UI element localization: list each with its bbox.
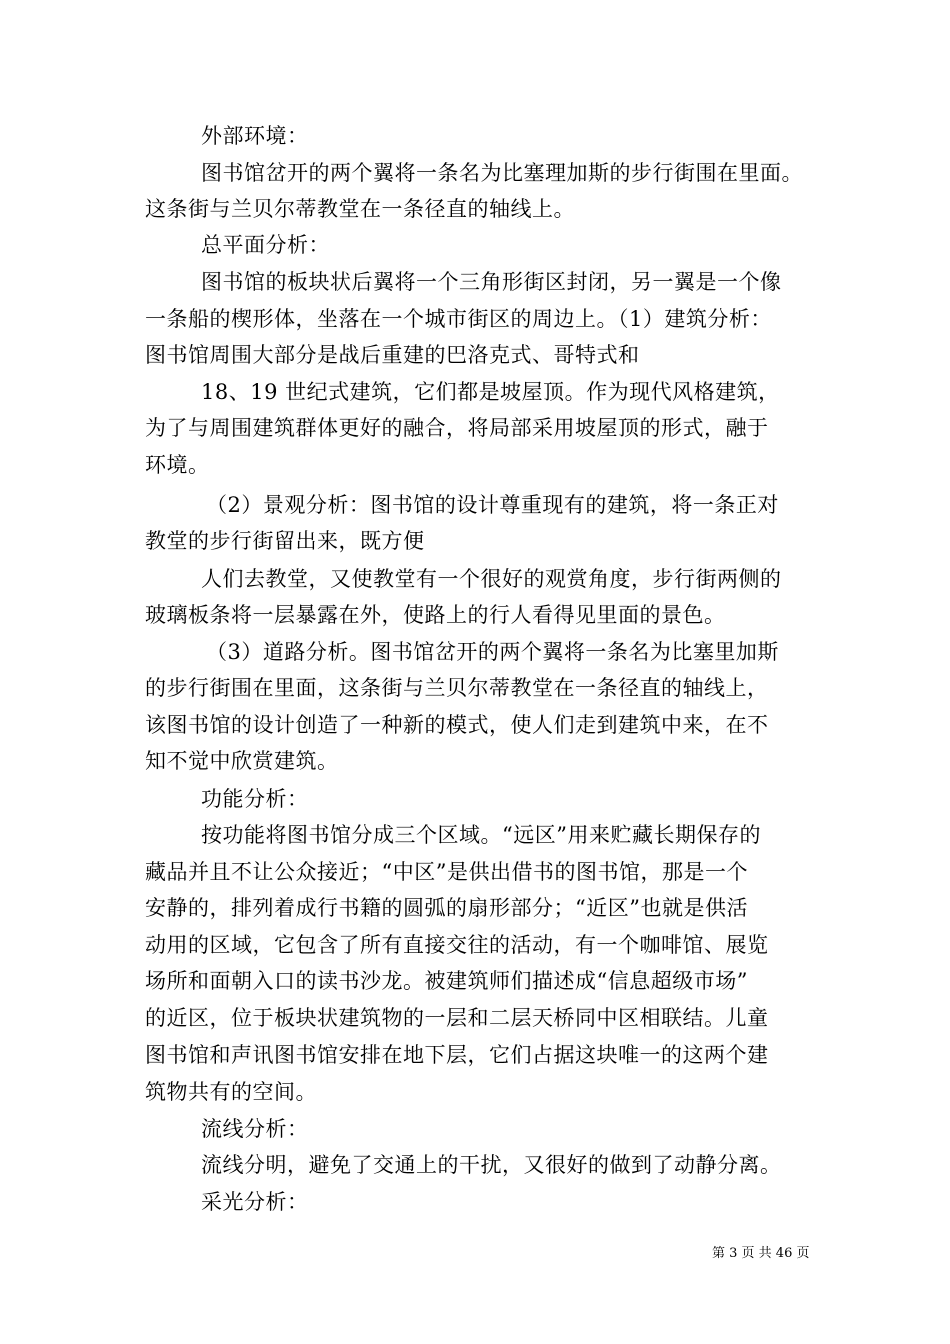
paragraph-line: 藏品并且不让公众接近；“中区”是供出借书的图书馆，那是一个 [145,860,748,884]
paragraph-line: 环境。 [145,453,210,477]
paragraph-line: 的近区，位于板块状建筑物的一层和二层天桥同中区相联结。儿童 [145,1006,769,1030]
paragraph-line: 流线分明，避免了交通上的干扰，又很好的做到了动静分离。 [201,1153,782,1177]
paragraph-line: 安静的，排列着成行书籍的圆弧的扇形部分；“近区”也就是供活 [145,896,748,920]
paragraph-line: （3）道路分析。图书馆岔开的两个翼将一条名为比塞里加斯 [206,640,779,664]
heading-site-plan-analysis: 总平面分析： [201,233,330,257]
page-number-footer: 第 3 页 共 46 页 [712,1246,810,1261]
paragraph-line: 知不觉中欣赏建筑。 [145,749,339,773]
paragraph-line: 为了与周围建筑群体更好的融合，将局部采用坡屋顶的形式，融于 [145,416,769,440]
paragraph-line: 教堂的步行街留出来，既方便 [145,529,425,553]
paragraph-line: （2）景观分析：图书馆的设计尊重现有的建筑，将一条正对 [206,493,779,517]
paragraph-line: 图书馆和声讯图书馆安排在地下层，它们占据这块唯一的这两个建 [145,1043,769,1067]
paragraph-line: 筑物共有的空间。 [145,1080,317,1104]
paragraph-line: 的步行街围在里面，这条街与兰贝尔蒂教堂在一条径直的轴线上， [145,676,769,700]
heading-circulation-analysis: 流线分析： [201,1117,309,1141]
paragraph-line: 图书馆的板块状后翼将一个三角形街区封闭，另一翼是一个像 [201,270,782,294]
paragraph-line: 图书馆周围大部分是战后重建的巴洛克式、哥特式和 [145,343,640,367]
paragraph-line: 按功能将图书馆分成三个区域。“远区”用来贮藏长期保存的 [201,823,761,847]
heading-function-analysis: 功能分析： [201,787,309,811]
paragraph-line: 该图书馆的设计创造了一种新的模式，使人们走到建筑中来，在不 [145,713,769,737]
paragraph-line: 这条街与兰贝尔蒂教堂在一条径直的轴线上。 [145,197,575,221]
heading-external-environment: 外部环境： [201,124,309,148]
paragraph-line: 场所和面朝入口的读书沙龙。被建筑师们描述成“信息超级市场” [145,969,748,993]
paragraph-line: 玻璃板条将一层暴露在外，使路上的行人看得见里面的景色。 [145,603,726,627]
heading-lighting-analysis: 采光分析： [201,1190,309,1214]
paragraph-line: 图书馆岔开的两个翼将一条名为比塞理加斯的步行街围在里面。 [201,161,803,185]
paragraph-line: 一条船的楔形体，坐落在一个城市街区的周边上。（1）建筑分析： [145,307,772,331]
paragraph-line: 18、19 世纪式建筑，它们都是坡屋顶。作为现代风格建筑， [201,380,780,404]
paragraph-line: 人们去教堂，又使教堂有一个很好的观赏角度，步行街两侧的 [201,567,782,591]
paragraph-line: 动用的区域，它包含了所有直接交往的活动，有一个咖啡馆、展览 [145,933,769,957]
